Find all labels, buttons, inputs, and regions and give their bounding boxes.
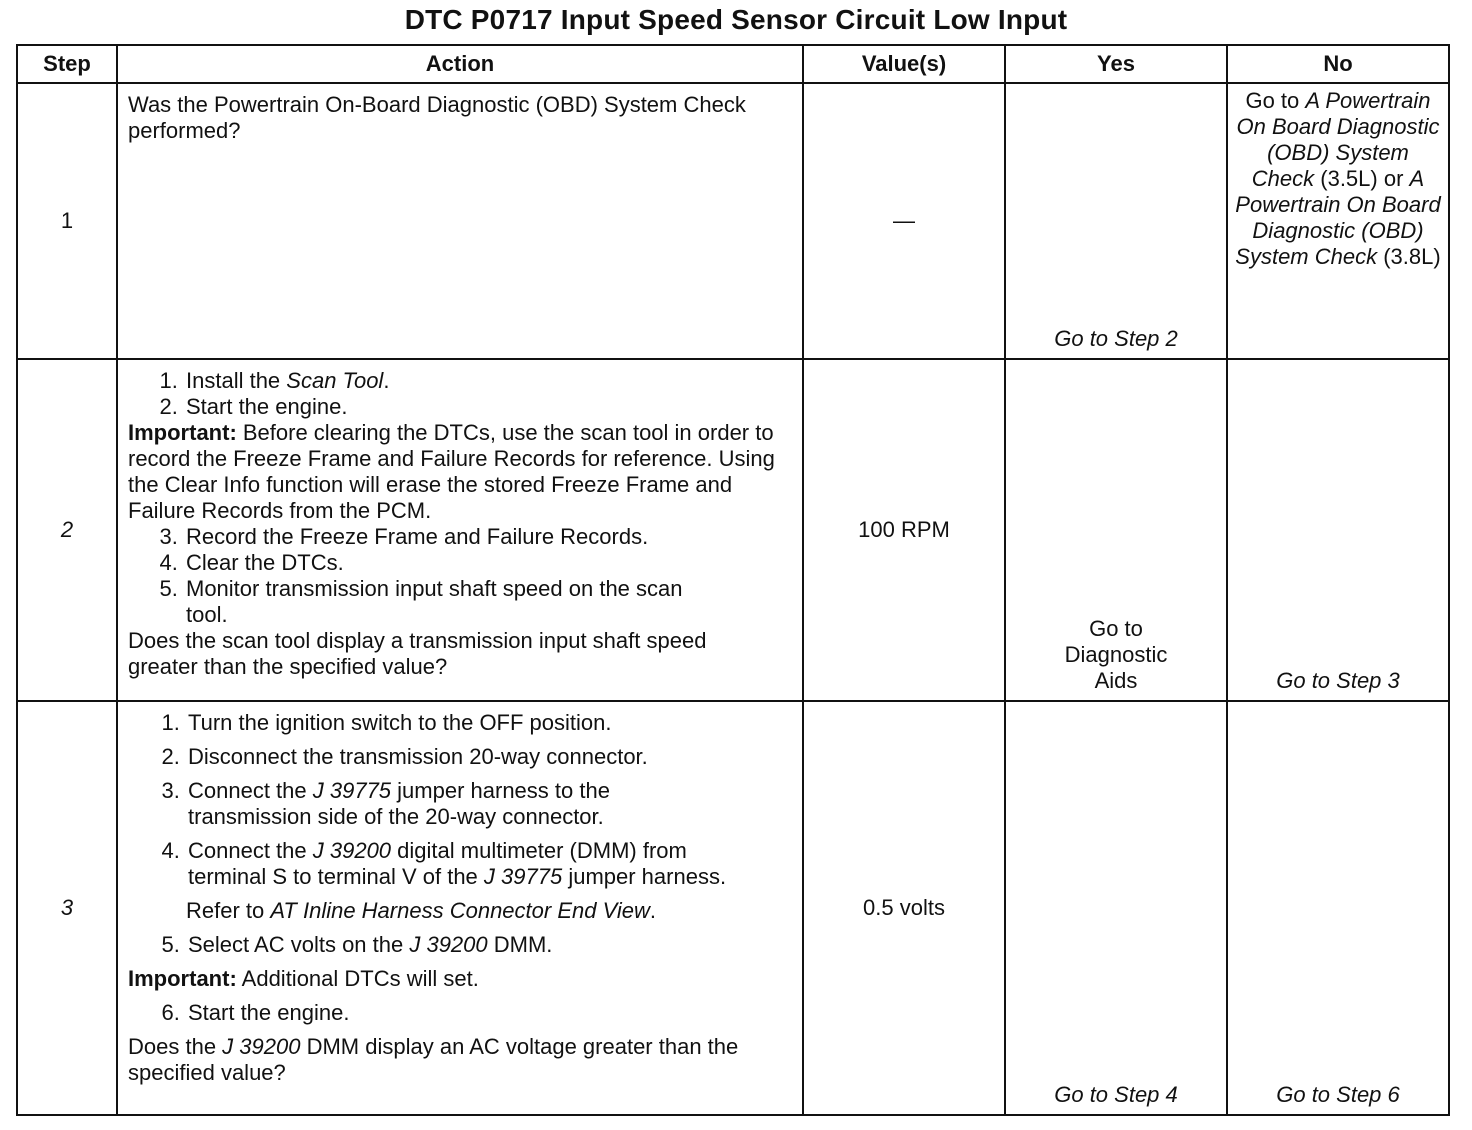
action-item: 4. Connect the J 39200 digital multimeter (DMM) from terminal S to terminal V of the J 39775 jumper harness. <box>186 838 792 890</box>
action-list <box>128 368 792 420</box>
action-cell <box>117 83 803 359</box>
action-cell <box>117 359 803 701</box>
action-item: 1. Turn the ignition switch to the OFF position. <box>186 710 792 736</box>
step-number: 1 <box>17 83 117 359</box>
action-item: 5. Select AC volts on the J 39200 DMM. <box>186 932 792 958</box>
important-note: Important: Additional DTCs will set. <box>128 966 479 991</box>
action-question: Does the J 39200 DMM display an AC voltage greater than the specified value? <box>128 1034 739 1085</box>
no-link-a[interactable]: A Powertrain On Board Diagnostic (OBD) System Check <box>1236 88 1440 191</box>
tool-link-j39200[interactable]: J 39200 <box>222 1034 301 1059</box>
yes-link[interactable]: Go to Diagnostic Aids <box>1064 616 1168 693</box>
header-step: Step <box>17 45 117 83</box>
action-item: 3. Record the Freeze Frame and Failure Records. <box>184 524 792 550</box>
table-row <box>17 83 1449 359</box>
no-suffix-b: (3.8L) <box>1377 244 1441 269</box>
header-yes: Yes <box>1005 45 1227 83</box>
action-item: 1. Install the Scan Tool. <box>184 368 792 394</box>
action-list <box>128 524 792 628</box>
header-values: Value(s) <box>803 45 1005 83</box>
action-cell <box>117 701 803 1115</box>
refer-note: Refer to AT Inline Harness Connector End View. <box>186 898 656 923</box>
step-number: 2 <box>17 359 117 701</box>
action-item: 3. Connect the J 39775 jumper harness to the transmission side of the 20-way connector. <box>186 778 792 830</box>
action-list <box>128 932 792 958</box>
header-no: No <box>1227 45 1449 83</box>
table-row <box>17 701 1449 1115</box>
step-number: 3 <box>17 701 117 1115</box>
action-item: 4. Clear the DTCs. <box>184 550 792 576</box>
tool-link-j39200[interactable]: J 39200 <box>312 838 392 863</box>
no-suffix-a: (3.5L) or <box>1314 166 1404 191</box>
tool-link-j39775[interactable]: J 39775 <box>483 864 563 889</box>
table-row <box>17 359 1449 701</box>
scan-tool-link[interactable]: Scan Tool <box>286 368 384 393</box>
action-item: 5. Monitor transmission input shaft speed on the scan tool. <box>184 576 792 628</box>
no-cell <box>1227 83 1449 359</box>
no-goto-text: Go to <box>1245 88 1300 113</box>
no-link[interactable]: Go to Step 6 <box>1276 1082 1400 1107</box>
action-item: 2. Disconnect the transmission 20-way connector. <box>186 744 792 770</box>
header-action: Action <box>117 45 803 83</box>
tool-link-j39775[interactable]: J 39775 <box>312 778 392 803</box>
diagnostic-table <box>16 44 1450 1116</box>
no-link-b[interactable]: A Powertrain On Board Diagnostic (OBD) System Check <box>1235 166 1441 269</box>
tool-link-j39200[interactable]: J 39200 <box>409 932 488 957</box>
connector-end-view-link[interactable]: AT Inline Harness Connector End View <box>270 898 650 923</box>
value-cell: — <box>803 83 1005 359</box>
yes-cell <box>1005 359 1227 701</box>
value-cell: 100 RPM <box>803 359 1005 701</box>
value-cell: 0.5 volts <box>803 701 1005 1115</box>
action-list <box>128 1000 792 1026</box>
action-item: 2. Start the engine. <box>184 394 792 420</box>
yes-cell <box>1005 701 1227 1115</box>
no-cell <box>1227 701 1449 1115</box>
no-cell <box>1227 359 1449 701</box>
action-question: Was the Powertrain On-Board Diagnostic (OBD) System Check performed? <box>128 92 746 143</box>
yes-link[interactable]: Go to Step 4 <box>1054 1082 1178 1107</box>
no-link[interactable]: Go to Step 3 <box>1276 668 1400 693</box>
action-list <box>128 710 792 890</box>
action-question: Does the scan tool display a transmission input shaft speed greater than the specified value? <box>128 628 707 679</box>
yes-cell <box>1005 83 1227 359</box>
yes-link[interactable]: Go to Step 2 <box>1054 326 1178 351</box>
action-item: 6. Start the engine. <box>186 1000 792 1026</box>
page-title: DTC P0717 Input Speed Sensor Circuit Low Input <box>404 4 1068 35</box>
header-row <box>17 45 1449 83</box>
important-note: Important: Before clearing the DTCs, use the scan tool in order to record the Freeze Frame and Failure Records for reference. Using the Clear Info function will erase the stored Freeze Frame and Failure Records from the PCM. <box>128 420 775 523</box>
